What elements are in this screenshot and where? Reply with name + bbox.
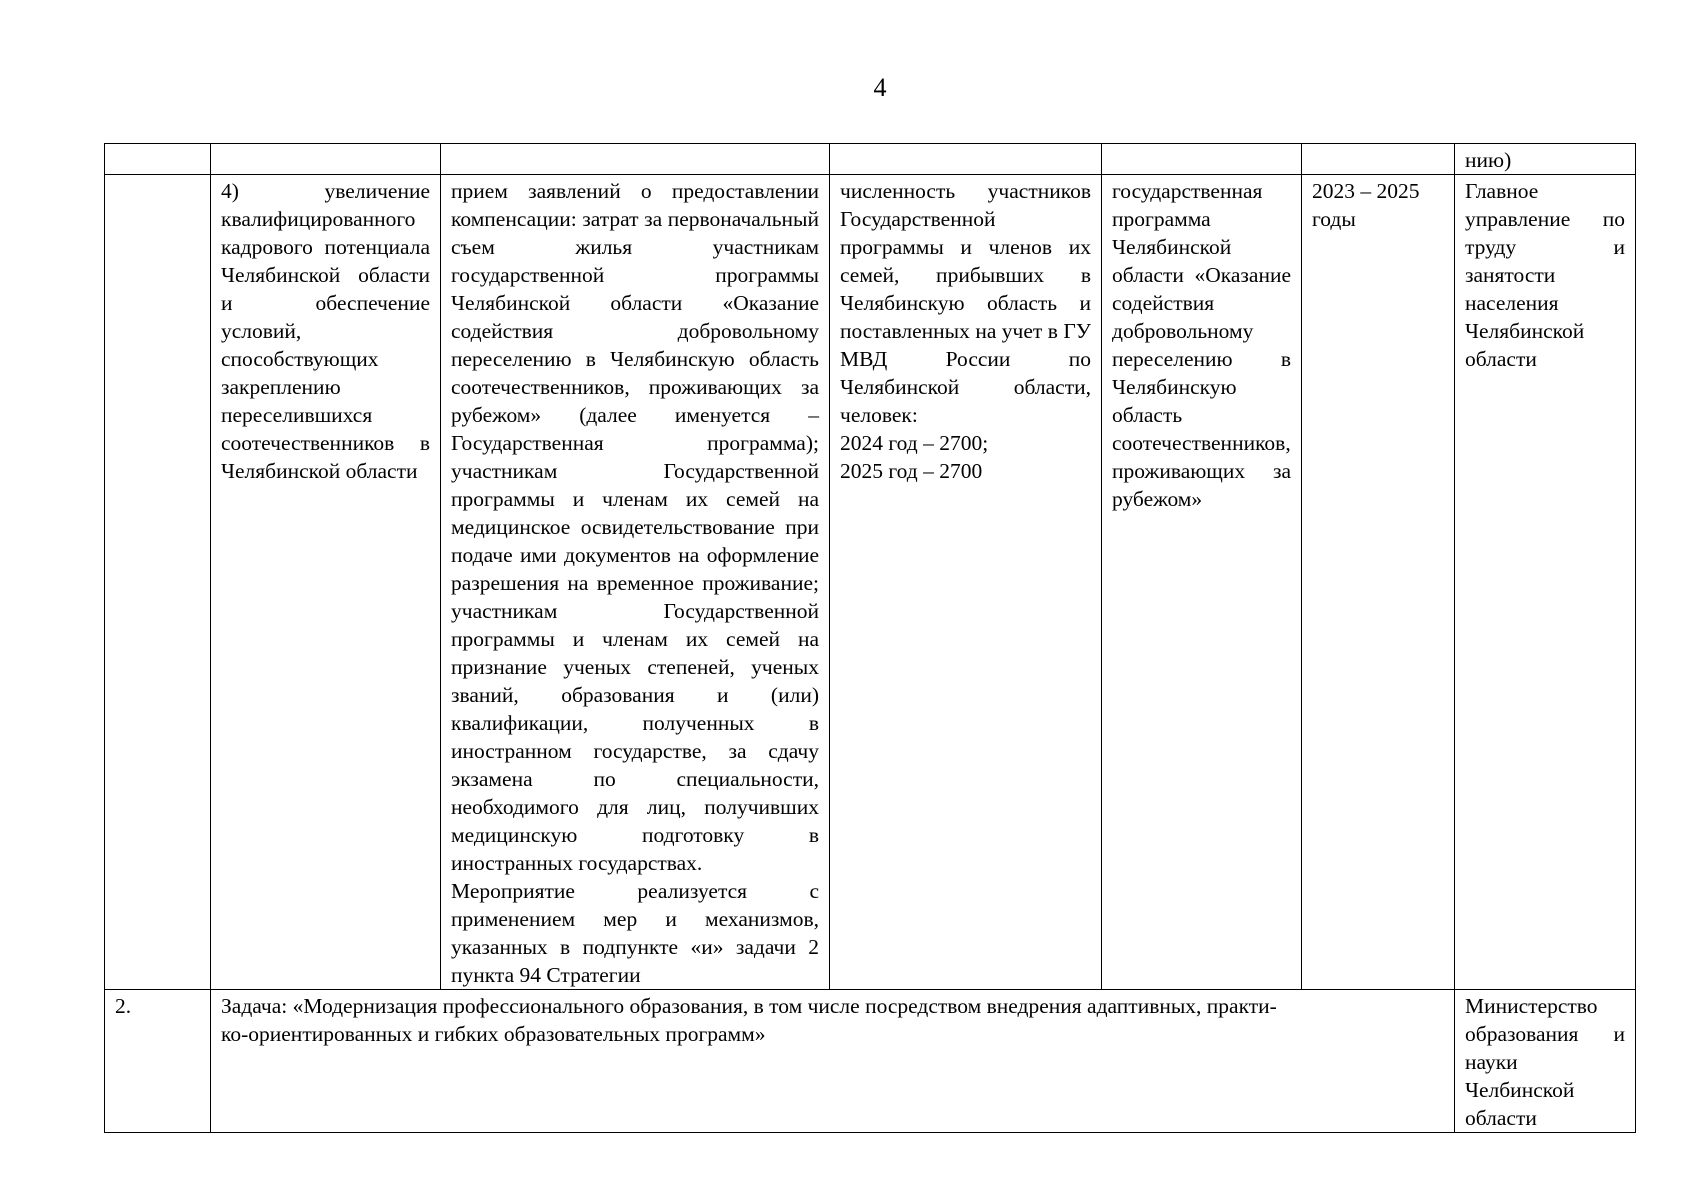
cell-measures — [441, 144, 830, 175]
period-years: 2023 – 2025 — [1312, 179, 1420, 203]
cell-task — [211, 144, 441, 175]
cell-number — [105, 175, 211, 990]
measures-table — [104, 143, 1636, 1133]
cell-period — [1302, 144, 1455, 175]
measures-note: Мероприятие реализуется с применением мер и механизмов, указанных в подпункте «и» задачи 2 пункта 94 Стратегии — [451, 879, 819, 987]
page-number: 4 — [873, 73, 887, 102]
cell-indicator — [830, 144, 1102, 175]
cell-task: 4) увеличение квалифицированного кадрового потенциала Челябинской области и обеспечение условий, способствующих закреплению переселившихся соотечественников в Челябинской области — [211, 175, 441, 990]
indicator-2025: 2025 год – 2700 — [840, 459, 983, 483]
cell-measures — [441, 175, 830, 990]
table-row-continuation — [105, 144, 1636, 175]
measures-text: прием заявлений о предоставлении компенсации: затрат за первоначальный съем жилья участникам государственной программы Челябинской области «Оказание содействия добровольному переселению в Челябинскую область соотечественников, проживающих за рубежом» (далее именуется – Государственная программа); участникам Государственной программы и членам их семей на медицинское освидетельствование при подаче ими документов на оформление разрешения на временное проживание; участникам Государственной программы и членам их семей на признание ученых степеней, ученых званий, образования и (или) квалификации, полученных в иностранном государстве, за сдачу экзамена по специальности, необходимого для лиц, получивших медицинскую подготовку в иностранных государствах. — [451, 179, 819, 875]
cell-number — [105, 144, 211, 175]
cell-program: государственная программа Челябинской области «Оказание содействия добровольному переселению в Челябинскую область соотечественников, проживающих за рубежом» — [1102, 175, 1302, 990]
cell-task-merged — [211, 990, 1455, 1133]
task-line-2: ко-ориентированных и гибких образовательных программ» — [221, 1022, 766, 1046]
table-row-2 — [105, 990, 1636, 1133]
indicator-2024: 2024 год – 2700; — [840, 431, 989, 455]
cell-period — [1302, 175, 1455, 990]
cell-indicator — [830, 175, 1102, 990]
cell-responsible: Министерство образования и науки Челбинской области — [1455, 990, 1636, 1133]
cell-program — [1102, 144, 1302, 175]
indicator-text: численность участников Государственной программы и членов их семей, прибывших в Челябинскую область и поставленных на учет в ГУ МВД России по Челябинской области, человек: — [840, 179, 1091, 427]
cell-responsible: Главное управление по труду и занятости населения Челябинской области — [1455, 175, 1636, 990]
task-line-1: Задача: «Модернизация профессионального образования, в том числе посредством внедрения адаптивных, практи- — [221, 994, 1277, 1018]
cell-responsible: нию) — [1455, 144, 1636, 175]
table-row-4 — [105, 175, 1636, 990]
period-label: годы — [1312, 207, 1356, 231]
cell-number: 2. — [105, 990, 211, 1133]
